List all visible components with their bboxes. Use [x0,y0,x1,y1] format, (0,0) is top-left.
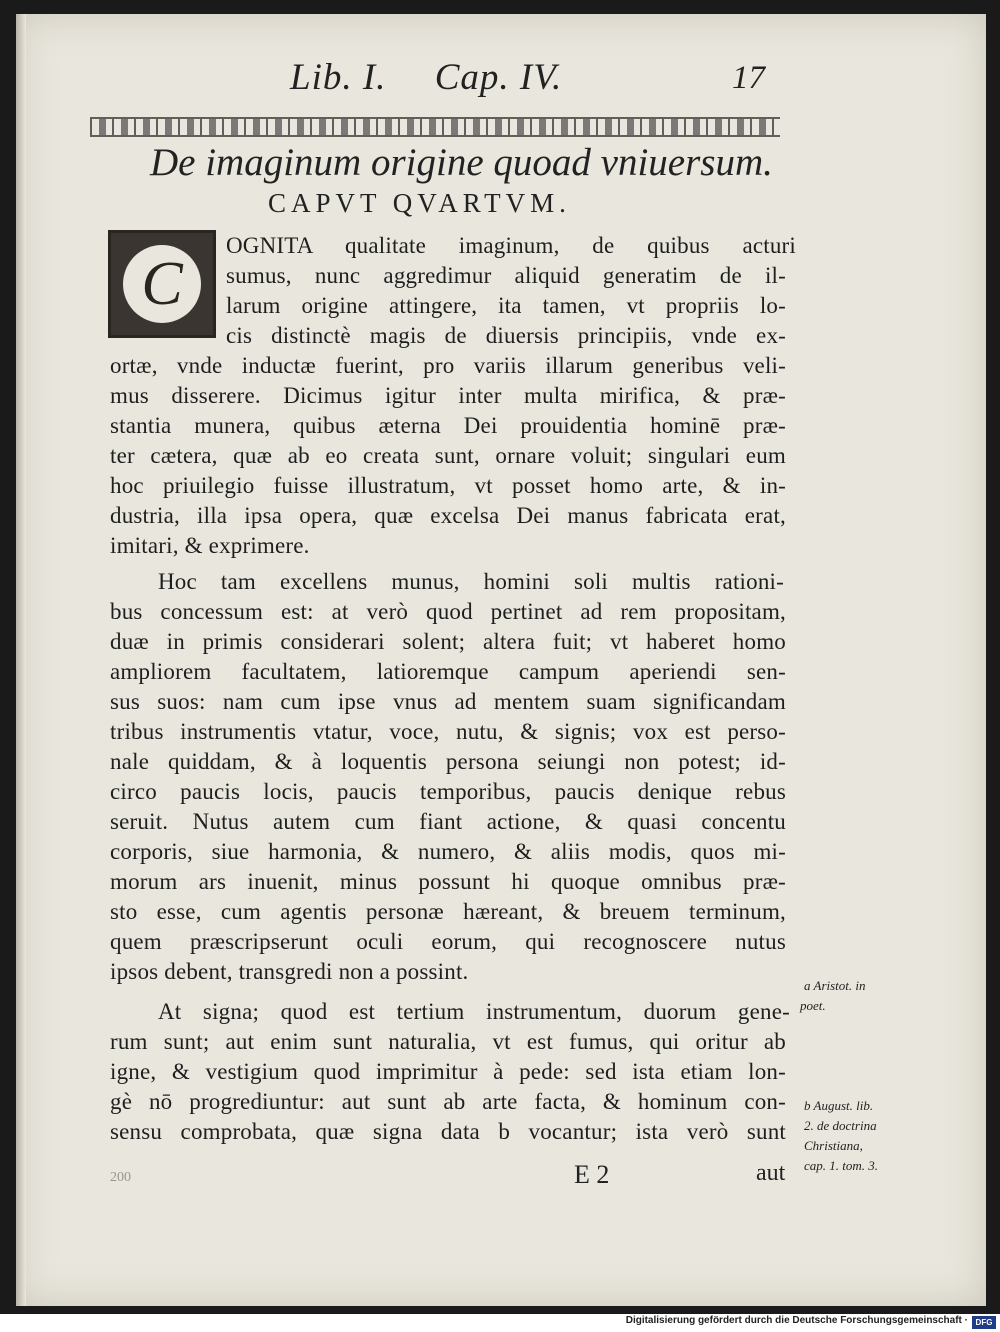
text-line: bus concessum est: at verò quod pertinet ad rem propositam, [110,599,786,624]
text-line: ter cætera, quæ ab eo creata sunt, ornare voluit; singulari eum [110,443,786,468]
text-line: larum origine attingere, ita tamen, vt propriis lo- [226,293,786,318]
text-line: Hoc tam excellens munus, homini soli multis rationi- [158,569,784,594]
text-line: sumus, nunc aggredimur aliquid generatim de il- [226,263,786,288]
text-line: sensu comprobata, quæ signa data b vocantur; ista verò sunt [110,1119,786,1144]
dfg-logo-icon: DFG [972,1316,996,1329]
text-line: quem præscripserunt oculi eorum, qui recognoscere nutus [110,929,786,954]
text-line: corporis, siue harmonia, & numero, & aliis modis, quos mi- [110,839,786,864]
faint-mark: 200 [110,1170,131,1185]
text-line: circo paucis locis, paucis temporibus, paucis denique rebus [110,779,786,804]
text-line: sto esse, cum agentis personæ hæreant, & breuem terminum, [110,899,786,924]
text-line: stantia munera, quibus æterna Dei prouidentia hominē præ- [110,413,786,438]
margin-note-b-4: cap. 1. tom. 3. [804,1158,879,1173]
text-line: gè nō progrediuntur: aut sunt ab arte facta, & hominum con- [110,1089,786,1114]
text-line: ipsos debent, transgredi non a possint. [110,959,469,984]
running-head-chapter: Cap. IV. [434,57,563,98]
decorated-initial [108,230,216,338]
footer-bar [0,1314,1000,1332]
text-line: duæ in primis considerari solent; altera fuit; vt haberet homo [110,629,786,654]
signature-mark: E 2 [574,1160,610,1189]
text-line: ampliorem facultatem, latioremque campum aperiendi sen- [110,659,786,684]
margin-note-a-2: poet. [800,998,826,1013]
ornamental-rule [90,117,780,137]
footer-text: Digitalisierung gefördert durch die Deutsche Forschungsgemeinschaft · [625,1315,968,1326]
text-line: morum ars inuenit, minus possunt hi quoque omnibus præ- [110,869,786,894]
text-line: hoc priuilegio fuisse illustratum, vt posset homo arte, & in- [110,473,786,498]
text-line: imitari, & exprimere. [110,533,310,558]
text-line: seruit. Nutus autem cum fiant actione, & quasi concentu [110,809,786,834]
text-line: OGNITA qualitate imaginum, de quibus acturi [226,233,796,258]
text-line: mus disserere. Dicimus igitur inter multa mirifica, & præ- [110,383,786,408]
text-line: igne, & vestigium quod imprimitur à pede: sed ista etiam lon- [110,1059,786,1084]
chapter-number: CAPVT QVARTVM. [268,188,571,218]
page-shadow-edge [16,14,26,1306]
text-line: tribus instrumentis vtatur, voce, nutu, & signis; vox est perso- [110,719,786,744]
folio-number: 17 [732,60,765,96]
margin-note-b-2: 2. de doctrina [804,1118,877,1133]
initial-letter: C [123,245,201,323]
running-head [290,56,600,99]
text-line: sus suos: nam cum ipse vnus ad mentem suam significandam [110,689,786,714]
text-line: rum sunt; aut enim sunt naturalia, vt est fumus, qui oritur ab [110,1029,786,1054]
running-head-book: Lib. I. [290,57,387,98]
catchword: aut [756,1160,786,1186]
chapter-title: De imaginum origine quoad vniuersum. [150,141,773,184]
margin-note-b-3: Christiana, [804,1138,863,1153]
text-line: ortæ, vnde inductæ fuerint, pro variis illarum generibus veli- [110,353,786,378]
text-line: At signa; quod est tertium instrumentum, duorum gene- [158,999,790,1024]
text-line: cis distinctè magis de diuersis principiis, vnde ex- [226,323,786,348]
margin-note-b-1: b August. lib. [804,1098,874,1113]
margin-note-a-1: a Aristot. in [804,978,866,993]
text-line: nale quiddam, & à loquentis persona seiungi non potest; id- [110,749,786,774]
text-line: dustria, illa ipsa opera, quæ excelsa Dei manus fabricata erat, [110,503,786,528]
